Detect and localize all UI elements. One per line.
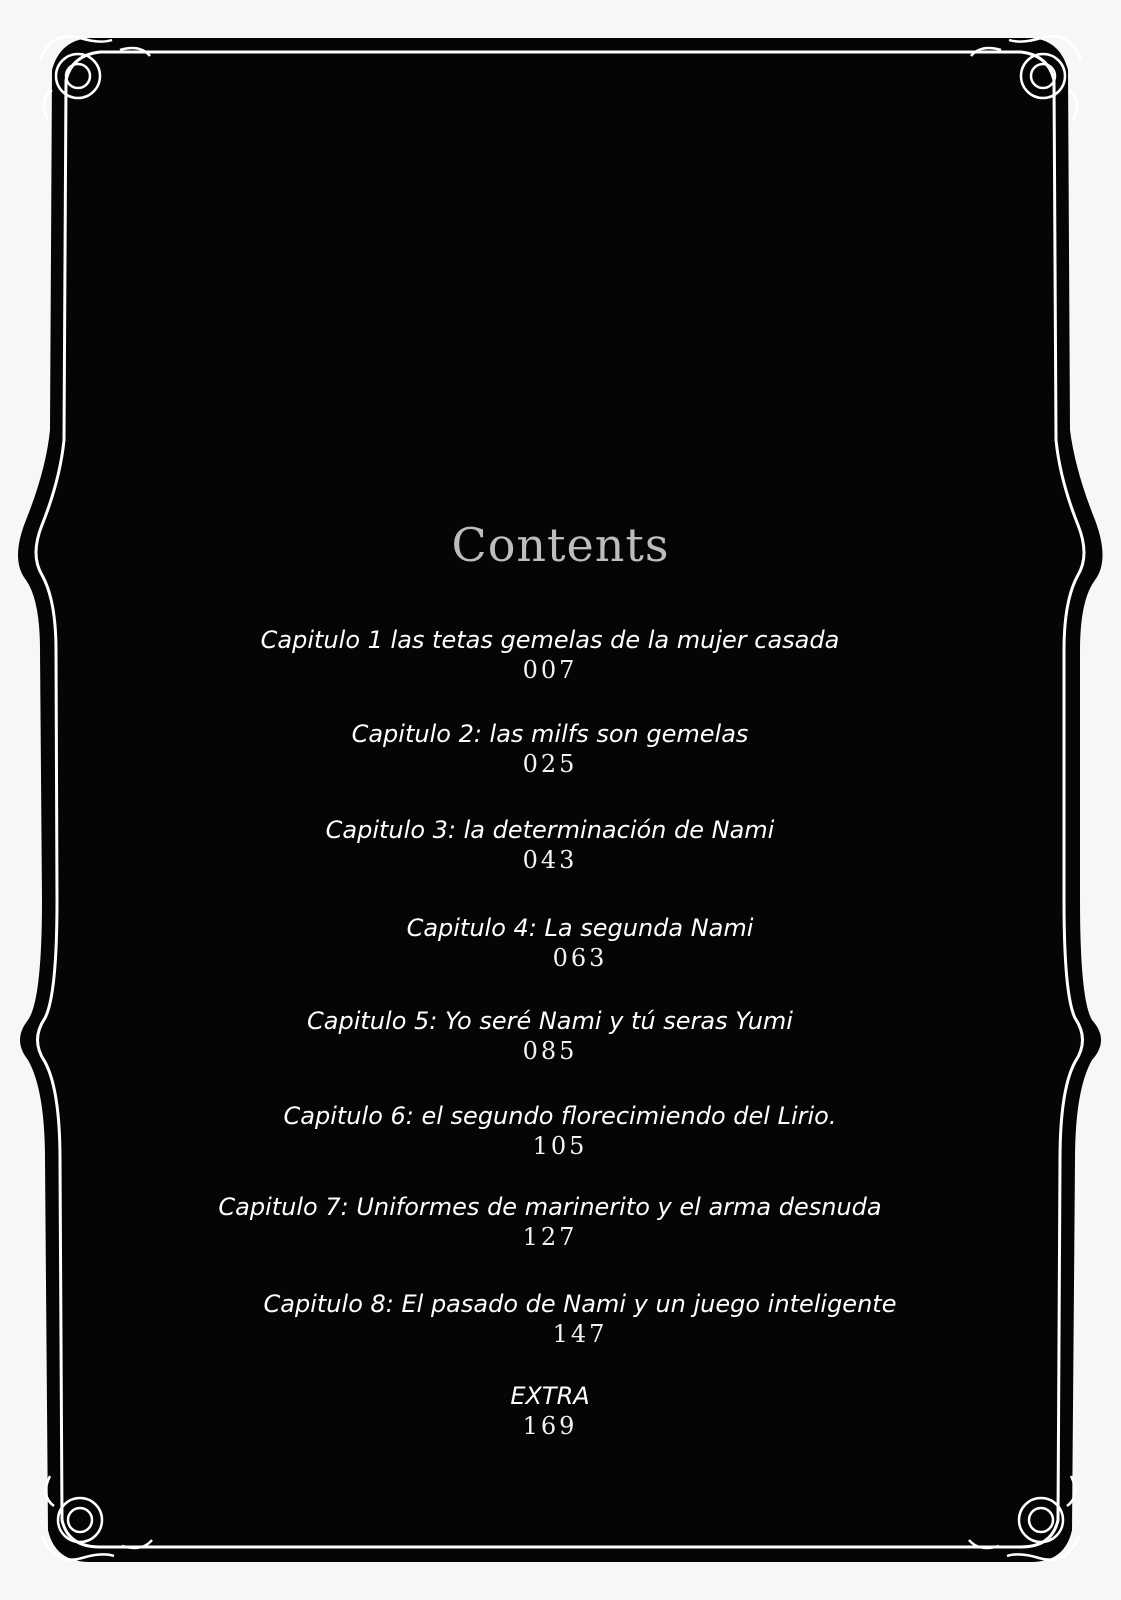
- page-number: 169: [522, 1412, 578, 1440]
- toc-entry-2: [240, 719, 860, 779]
- chapter-title: Capitulo 4: La segunda Nami: [406, 914, 754, 942]
- toc-entry-3: [240, 815, 860, 875]
- toc-entry-8: [220, 1289, 940, 1349]
- chapter-title: EXTRA: [510, 1382, 590, 1410]
- toc-entry-extra: [400, 1381, 700, 1441]
- toc-entry-5: [240, 1006, 860, 1066]
- page-number: 147: [552, 1320, 608, 1348]
- page-number: 127: [522, 1223, 578, 1251]
- chapter-title: Capitulo 5: Yo seré Nami y tú seras Yumi: [307, 1007, 793, 1035]
- toc-entry-7: [200, 1192, 900, 1252]
- chapter-title: Capitulo 8: El pasado de Nami y un juego inteligente: [263, 1290, 897, 1318]
- toc-entry-6: [240, 1101, 880, 1161]
- page-number: 105: [532, 1132, 588, 1160]
- chapter-title: Capitulo 7: Uniformes de marinerito y el arma desnuda: [218, 1193, 882, 1221]
- page-number: 043: [522, 846, 578, 874]
- chapter-title: Capitulo 3: la determinación de Nami: [325, 816, 775, 844]
- chapter-title: Capitulo 1 las tetas gemelas de la mujer casada: [260, 626, 840, 654]
- toc-entry-1: [240, 625, 860, 685]
- page-number: 007: [522, 656, 578, 684]
- chapter-title: Capitulo 2: las milfs son gemelas: [351, 720, 749, 748]
- toc-entry-4: [270, 913, 890, 973]
- chapter-title: Capitulo 6: el segundo florecimiendo del Lirio.: [283, 1102, 837, 1130]
- page-number: 063: [552, 944, 608, 972]
- page-number: 085: [522, 1037, 578, 1065]
- contents-heading: Contents: [451, 518, 670, 572]
- page-number: 025: [522, 750, 578, 778]
